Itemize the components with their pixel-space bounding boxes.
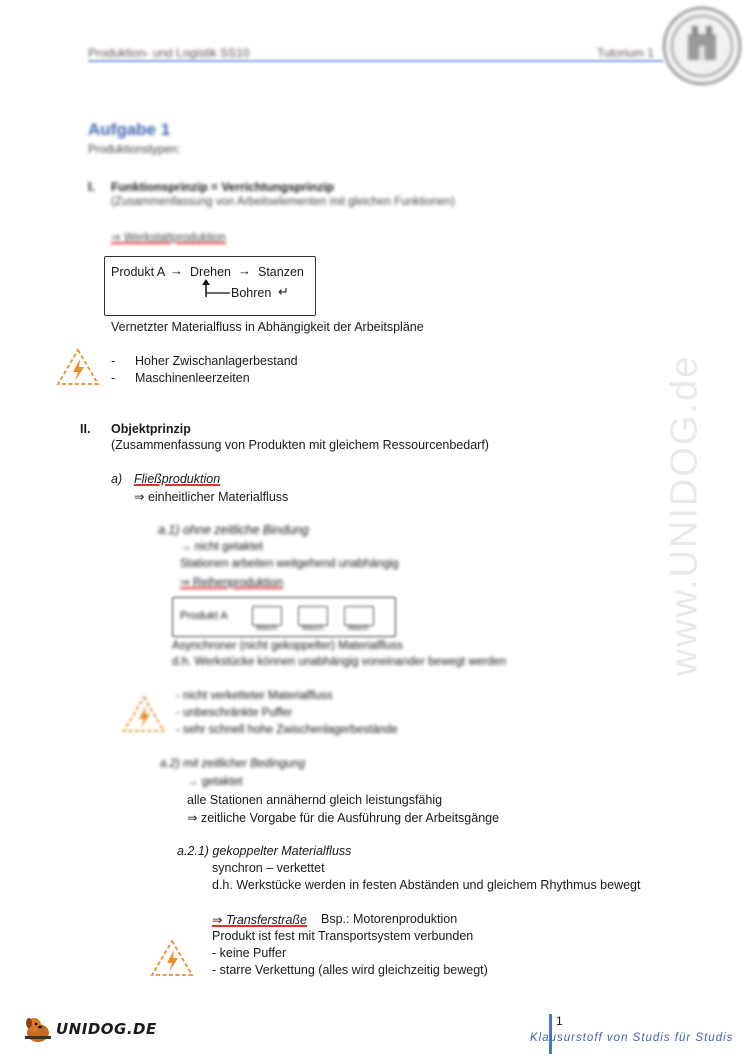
section1-number: I. [88, 180, 95, 194]
section2-description: (Zusammenfassung von Produkten mit gleichem Ressourcenbedarf) [111, 438, 489, 452]
footer-slogan: Klausurstoff von Studis für Studis [530, 1032, 734, 1044]
diagram-drehen-label: Drehen [190, 265, 231, 279]
section1-flow-text: Vernetzter Materialfluss in Abhängigkeit der Arbeitspläne [111, 320, 424, 334]
arrow-right-icon: → [238, 263, 251, 278]
section2-a-title: Fließproduktion [134, 472, 221, 486]
a21-transfer: ⇒ Transferstraße [212, 913, 307, 927]
warning-icon [150, 938, 194, 978]
bullet-dash: - [111, 371, 116, 385]
section1-bullet: Hoher Zwischanlagerbestand [135, 354, 298, 368]
section1-title: Funktionsprinzip = Verrichtungsprinzip [111, 180, 335, 194]
diagram-bohren-label: Bohren [231, 286, 272, 300]
a21-line: - starre Verkettung (alles wird gleichzeitig bewegt) [212, 963, 488, 977]
a1-line: → nicht getaktet [180, 541, 264, 553]
header-right-title: Tutorium 1 [597, 46, 654, 60]
return-corner-icon: ↵ [278, 284, 289, 299]
bullet-dash: - [111, 354, 116, 368]
a1-title: a.1) ohne zeitliche Bindung [158, 523, 309, 537]
section1-bullet: Maschinenleerzeiten [135, 371, 250, 385]
machine-box [252, 606, 282, 626]
a21-line: synchron – verkettet [212, 861, 325, 875]
arrow-right-icon: → [170, 263, 183, 278]
watermark: www.UNIDOG.de [663, 354, 706, 676]
university-seal-icon [662, 6, 742, 86]
a2-line: ⇒ zeitliche Vorgabe für die Ausführung der Arbeitsgänge [187, 811, 500, 825]
warning-icon [56, 347, 100, 387]
a21-line: - keine Puffer [212, 946, 287, 960]
a21-line: Produkt ist fest mit Transportsystem verbunden [212, 929, 474, 943]
header-left-title: Produktion- und Logistik SS10 [88, 46, 250, 60]
a21-line: d.h. Werkstücke werden in festen Abständen und gleichem Rhythmus bewegt [212, 878, 641, 892]
a2-title: a.2) mit zeitlicher Bedingung [160, 758, 306, 770]
a1-line: Asynchroner (nicht gekoppelter) Materialfluss [172, 640, 403, 652]
section2-a-label: a) [111, 472, 123, 486]
diagram-stanzen-label: Stanzen [258, 265, 304, 279]
machine-box [344, 606, 374, 626]
header-rule [88, 60, 663, 62]
a1-line: d.h. Werkstücke können unabhängig voneinander bewegt werden [172, 656, 507, 668]
unidog-logo [22, 1014, 157, 1044]
section1-result: ⇒ Werkstattproduktion [111, 232, 226, 244]
machine-label: Masch. [256, 625, 279, 632]
warning-icon [122, 694, 166, 734]
dog-mascot-icon [22, 1014, 54, 1044]
return-arrow-icon [200, 279, 230, 299]
a1-bullet: - sehr schnell hohe Zwischenlagerbestände [176, 724, 398, 736]
a2-line: alle Stationen annähernd gleich leistungsfähig [187, 793, 443, 807]
section1-description: (Zusammenfassung von Arbeitselementen mit gleichen Funktionen) [111, 196, 455, 208]
logo-text: UNIDOG.DE [56, 1020, 157, 1038]
task-subtitle: Produktionstypen: [88, 144, 181, 156]
machine-label: Masch. [302, 625, 325, 632]
a2-line: → getaktet [187, 776, 243, 788]
a21-example: Bsp.: Motorenproduktion [321, 912, 458, 926]
series-diagram-label: Produkt A [180, 610, 228, 622]
diagram-product-label: Produkt A [111, 265, 166, 279]
a21-title: a.2.1) gekoppelter Materialfluss [177, 844, 352, 858]
section2-number: II. [80, 422, 91, 436]
a1-bullet: - nicht verketteter Materialfluss [176, 690, 333, 702]
machine-box [298, 606, 328, 626]
a1-bullet: - unbeschränkte Puffer [176, 707, 293, 719]
page-number: 1 [556, 1014, 563, 1028]
a1-line: Stationen arbeiten weitgehend unabhängig [180, 558, 399, 570]
section2-a-result: ⇒ einheitlicher Materialfluss [134, 490, 289, 504]
section2-title: Objektprinzip [111, 422, 191, 436]
task-title: Aufgabe 1 [88, 120, 171, 139]
a1-line: ⇒ Reihenproduktion [180, 577, 283, 589]
machine-label: Masch. [348, 625, 371, 632]
